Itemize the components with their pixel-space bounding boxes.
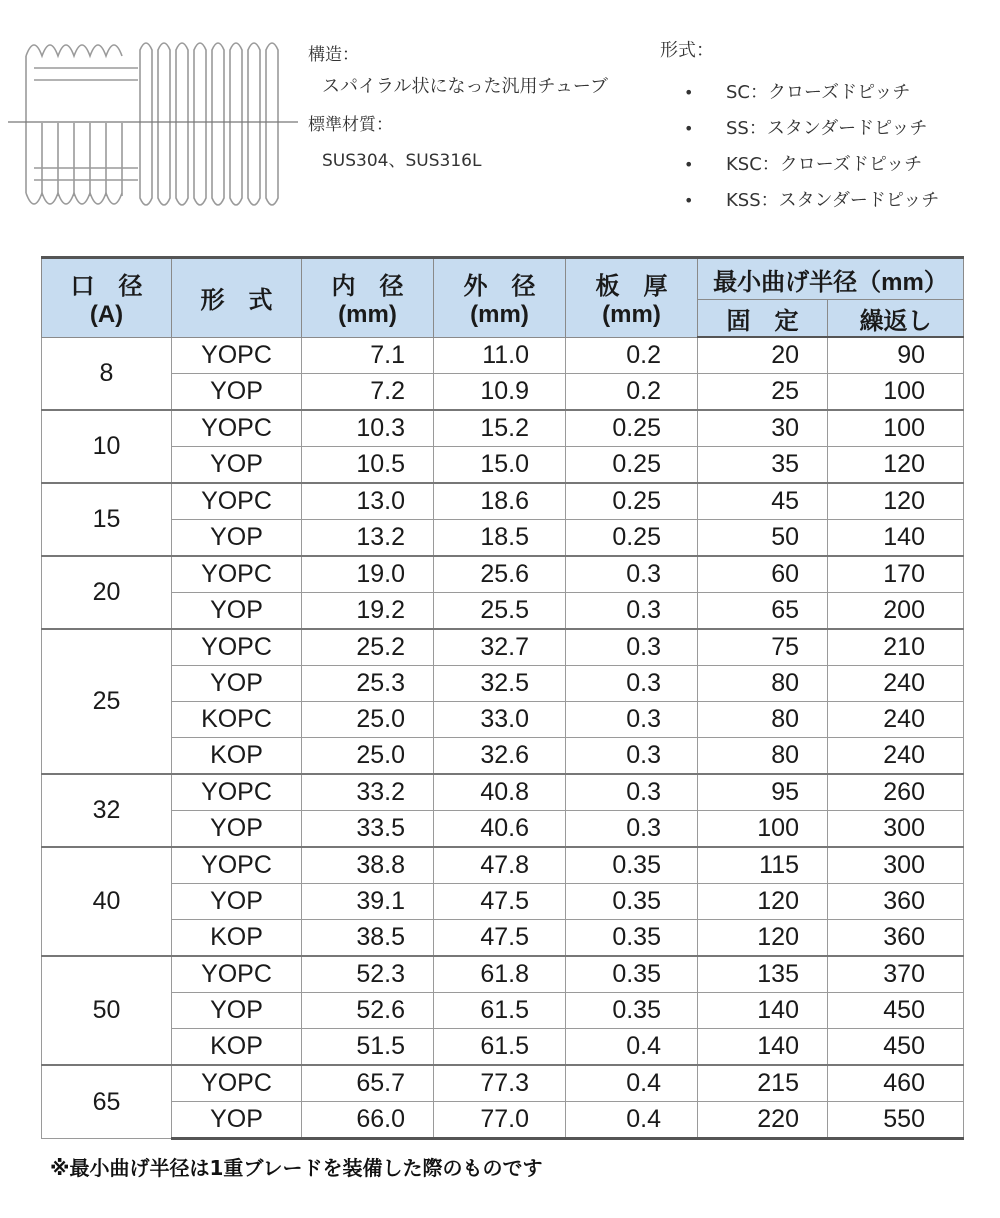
cell-inner: 38.5 xyxy=(302,920,434,957)
cell-repeat: 450 xyxy=(828,993,964,1029)
cell-thickness: 0.25 xyxy=(566,447,698,484)
cell-size: 40 xyxy=(42,847,172,956)
cell-outer: 47.5 xyxy=(434,920,566,957)
table-row xyxy=(42,1102,964,1139)
cell-repeat: 100 xyxy=(828,410,964,447)
cell-thickness: 0.35 xyxy=(566,956,698,993)
cell-repeat: 200 xyxy=(828,593,964,630)
cell-thickness: 0.35 xyxy=(566,884,698,920)
bullet-icon: • xyxy=(684,83,694,102)
cell-size: 8 xyxy=(42,337,172,410)
table-row xyxy=(42,447,964,484)
cell-fixed: 80 xyxy=(698,738,828,775)
cell-repeat: 450 xyxy=(828,1029,964,1066)
cell-fixed: 80 xyxy=(698,666,828,702)
footnote: ※最小曲げ半径は1重ブレードを装備した際のものです xyxy=(50,1156,543,1180)
cell-thickness: 0.25 xyxy=(566,520,698,557)
structure-text: スパイラル状になった汎用チューブ xyxy=(322,76,609,97)
cell-fixed: 25 xyxy=(698,374,828,411)
table-row xyxy=(42,738,964,775)
cell-thickness: 0.4 xyxy=(566,1102,698,1139)
cell-inner: 33.2 xyxy=(302,774,434,811)
cell-repeat: 240 xyxy=(828,702,964,738)
cell-fixed: 140 xyxy=(698,993,828,1029)
cell-repeat: 240 xyxy=(828,666,964,702)
cell-repeat: 300 xyxy=(828,847,964,884)
cell-outer: 40.8 xyxy=(434,774,566,811)
cell-thickness: 0.35 xyxy=(566,920,698,957)
cell-fixed: 80 xyxy=(698,702,828,738)
table-row xyxy=(42,847,964,884)
spec-table xyxy=(41,256,964,1140)
table-row xyxy=(42,337,964,374)
cell-outer: 61.5 xyxy=(434,1029,566,1066)
cell-fixed: 65 xyxy=(698,593,828,630)
cell-form: KOPC xyxy=(172,702,302,738)
cell-inner: 13.0 xyxy=(302,483,434,520)
col-header-form: 形 式 xyxy=(172,258,302,338)
cell-thickness: 0.4 xyxy=(566,1029,698,1066)
cell-outer: 25.5 xyxy=(434,593,566,630)
cell-size: 50 xyxy=(42,956,172,1065)
cell-thickness: 0.35 xyxy=(566,993,698,1029)
cell-inner: 19.0 xyxy=(302,556,434,593)
cell-fixed: 115 xyxy=(698,847,828,884)
col-header-outer: 外 径 (mm) xyxy=(434,258,566,338)
table-row xyxy=(42,520,964,557)
cell-form: KOP xyxy=(172,920,302,957)
cell-thickness: 0.3 xyxy=(566,738,698,775)
cell-fixed: 50 xyxy=(698,520,828,557)
cell-form: YOPC xyxy=(172,556,302,593)
cell-fixed: 220 xyxy=(698,1102,828,1139)
table-row xyxy=(42,593,964,630)
col-header-fixed: 固 定 xyxy=(698,300,828,338)
table-row xyxy=(42,666,964,702)
list-item: • SC：クローズドピッチ xyxy=(660,80,939,116)
cell-repeat: 240 xyxy=(828,738,964,775)
cell-size: 32 xyxy=(42,774,172,847)
table-row xyxy=(42,993,964,1029)
cell-outer: 15.0 xyxy=(434,447,566,484)
cell-repeat: 260 xyxy=(828,774,964,811)
cell-form: YOP xyxy=(172,811,302,848)
cell-form: YOP xyxy=(172,447,302,484)
cell-fixed: 60 xyxy=(698,556,828,593)
table-header-row xyxy=(42,258,964,300)
cell-form: YOPC xyxy=(172,410,302,447)
cell-thickness: 0.3 xyxy=(566,629,698,666)
cell-inner: 51.5 xyxy=(302,1029,434,1066)
cell-fixed: 120 xyxy=(698,920,828,957)
cell-fixed: 120 xyxy=(698,884,828,920)
cell-inner: 7.2 xyxy=(302,374,434,411)
material-label: 標準材質： xyxy=(308,115,393,135)
table-row xyxy=(42,483,964,520)
cell-outer: 47.8 xyxy=(434,847,566,884)
cell-fixed: 30 xyxy=(698,410,828,447)
cell-form: YOP xyxy=(172,666,302,702)
cell-inner: 25.0 xyxy=(302,702,434,738)
cell-fixed: 95 xyxy=(698,774,828,811)
cell-outer: 47.5 xyxy=(434,884,566,920)
cell-repeat: 170 xyxy=(828,556,964,593)
cell-outer: 32.7 xyxy=(434,629,566,666)
cell-inner: 52.6 xyxy=(302,993,434,1029)
cell-thickness: 0.2 xyxy=(566,374,698,411)
structure-label: 構造： xyxy=(308,45,359,65)
cell-thickness: 0.25 xyxy=(566,483,698,520)
cell-outer: 77.0 xyxy=(434,1102,566,1139)
cell-size: 65 xyxy=(42,1065,172,1139)
cell-fixed: 45 xyxy=(698,483,828,520)
cell-form: YOP xyxy=(172,993,302,1029)
cell-repeat: 300 xyxy=(828,811,964,848)
col-header-bend-radius: 最小曲げ半径（mm） xyxy=(698,258,964,300)
cell-inner: 25.3 xyxy=(302,666,434,702)
cell-fixed: 135 xyxy=(698,956,828,993)
cell-inner: 33.5 xyxy=(302,811,434,848)
cell-form: YOP xyxy=(172,593,302,630)
table-row xyxy=(42,374,964,411)
material-text: SUS304、SUS316L xyxy=(322,151,482,171)
cell-form: YOPC xyxy=(172,1065,302,1102)
col-header-repeat: 繰返し xyxy=(828,300,964,338)
bullet-icon: • xyxy=(684,155,694,174)
cell-inner: 25.0 xyxy=(302,738,434,775)
list-item: • SS：スタンダードピッチ xyxy=(660,116,939,152)
cell-thickness: 0.25 xyxy=(566,410,698,447)
col-header-thickness: 板 厚 (mm) xyxy=(566,258,698,338)
cell-repeat: 550 xyxy=(828,1102,964,1139)
cell-thickness: 0.3 xyxy=(566,702,698,738)
cell-repeat: 360 xyxy=(828,920,964,957)
cell-outer: 18.5 xyxy=(434,520,566,557)
cell-inner: 25.2 xyxy=(302,629,434,666)
cell-outer: 32.6 xyxy=(434,738,566,775)
cell-thickness: 0.3 xyxy=(566,666,698,702)
cell-fixed: 140 xyxy=(698,1029,828,1066)
cell-outer: 15.2 xyxy=(434,410,566,447)
cell-size: 15 xyxy=(42,483,172,556)
cell-form: YOPC xyxy=(172,629,302,666)
table-row xyxy=(42,702,964,738)
cell-outer: 25.6 xyxy=(434,556,566,593)
cell-form: YOP xyxy=(172,884,302,920)
cell-form: YOPC xyxy=(172,774,302,811)
cell-form: YOPC xyxy=(172,847,302,884)
cell-outer: 77.3 xyxy=(434,1065,566,1102)
table-row xyxy=(42,556,964,593)
cell-form: YOPC xyxy=(172,956,302,993)
list-item: • KSC：クローズドピッチ xyxy=(660,152,939,188)
table-row xyxy=(42,629,964,666)
cell-form: YOP xyxy=(172,374,302,411)
cell-size: 20 xyxy=(42,556,172,629)
cell-thickness: 0.35 xyxy=(566,847,698,884)
table-row xyxy=(42,410,964,447)
cell-thickness: 0.3 xyxy=(566,811,698,848)
hose-diagram xyxy=(8,28,298,213)
cell-fixed: 20 xyxy=(698,337,828,374)
cell-form: KOP xyxy=(172,738,302,775)
cell-outer: 33.0 xyxy=(434,702,566,738)
cell-repeat: 120 xyxy=(828,483,964,520)
cell-outer: 10.9 xyxy=(434,374,566,411)
table-row xyxy=(42,920,964,957)
cell-outer: 61.8 xyxy=(434,956,566,993)
cell-thickness: 0.4 xyxy=(566,1065,698,1102)
cell-outer: 32.5 xyxy=(434,666,566,702)
table-row xyxy=(42,1029,964,1066)
cell-form: YOP xyxy=(172,1102,302,1139)
list-item: • KSS：スタンダードピッチ xyxy=(660,188,939,224)
cell-inner: 66.0 xyxy=(302,1102,434,1139)
cell-form: KOP xyxy=(172,1029,302,1066)
cell-inner: 52.3 xyxy=(302,956,434,993)
cell-form: YOPC xyxy=(172,337,302,374)
cell-thickness: 0.2 xyxy=(566,337,698,374)
table-row xyxy=(42,956,964,993)
forms-list xyxy=(660,36,939,224)
table-row xyxy=(42,811,964,848)
cell-fixed: 100 xyxy=(698,811,828,848)
cell-size: 25 xyxy=(42,629,172,774)
cell-outer: 40.6 xyxy=(434,811,566,848)
cell-form: YOP xyxy=(172,520,302,557)
col-header-size: 口 径 (A) xyxy=(42,258,172,338)
table-row xyxy=(42,1065,964,1102)
cell-inner: 19.2 xyxy=(302,593,434,630)
cell-repeat: 370 xyxy=(828,956,964,993)
forms-title: 形式： xyxy=(660,40,714,61)
cell-repeat: 140 xyxy=(828,520,964,557)
cell-fixed: 215 xyxy=(698,1065,828,1102)
cell-inner: 39.1 xyxy=(302,884,434,920)
cell-repeat: 460 xyxy=(828,1065,964,1102)
cell-thickness: 0.3 xyxy=(566,556,698,593)
cell-thickness: 0.3 xyxy=(566,774,698,811)
cell-outer: 61.5 xyxy=(434,993,566,1029)
bullet-icon: • xyxy=(684,191,694,210)
cell-fixed: 75 xyxy=(698,629,828,666)
cell-inner: 65.7 xyxy=(302,1065,434,1102)
cell-repeat: 360 xyxy=(828,884,964,920)
cell-outer: 11.0 xyxy=(434,337,566,374)
cell-repeat: 120 xyxy=(828,447,964,484)
cell-outer: 18.6 xyxy=(434,483,566,520)
bullet-icon: • xyxy=(684,119,694,138)
cell-inner: 7.1 xyxy=(302,337,434,374)
cell-inner: 13.2 xyxy=(302,520,434,557)
cell-inner: 10.5 xyxy=(302,447,434,484)
table-row xyxy=(42,774,964,811)
cell-repeat: 210 xyxy=(828,629,964,666)
cell-form: YOPC xyxy=(172,483,302,520)
cell-fixed: 35 xyxy=(698,447,828,484)
cell-repeat: 90 xyxy=(828,337,964,374)
table-row xyxy=(42,884,964,920)
cell-thickness: 0.3 xyxy=(566,593,698,630)
cell-repeat: 100 xyxy=(828,374,964,411)
col-header-inner: 内 径 (mm) xyxy=(302,258,434,338)
cell-inner: 10.3 xyxy=(302,410,434,447)
cell-inner: 38.8 xyxy=(302,847,434,884)
cell-size: 10 xyxy=(42,410,172,483)
table-body xyxy=(42,337,964,1139)
